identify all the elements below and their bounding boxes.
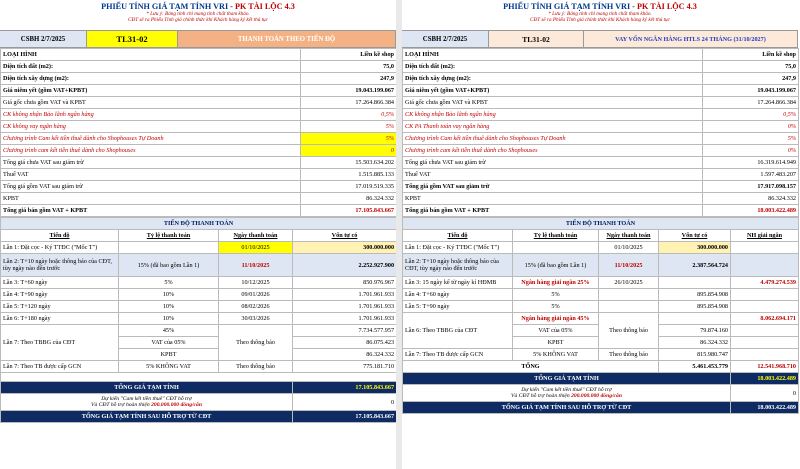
table-row (403, 349, 799, 361)
note-official: CĐT sẽ ra Phiếu Tính giá chính thức khi Khách hàng ký kết thủ tục (530, 17, 670, 23)
sum-own-capital: 5.461.453.779 (659, 361, 731, 373)
price-label: Chương trình cam kết tiền thuê dành cho Shophouses (403, 145, 703, 157)
stage-rate: VAT của 05% (513, 325, 599, 337)
stage-date: 11/10/2025 (599, 254, 659, 277)
stage-label: Lần 6: T+180 ngày (1, 313, 119, 325)
stage-label: Lần 3: T+60 ngày (1, 277, 119, 289)
price-row (1, 157, 397, 169)
table-row (1, 301, 397, 313)
price-row (403, 61, 799, 73)
stage-label: Lần 4: T+90 ngày (1, 289, 119, 301)
title-main: PHIẾU TÍNH GIÁ TẠM TÍNH VRI - (101, 2, 235, 11)
sheet-title (402, 0, 798, 11)
final-row (403, 402, 799, 414)
support-note (403, 385, 731, 402)
col-rate: Tỷ lệ thanh toán (513, 230, 599, 242)
sheet-title (0, 0, 396, 11)
price-table (402, 48, 799, 217)
sheet-bank-loan (402, 0, 798, 469)
sheet-header (402, 0, 798, 31)
price-label: Diện tích xây dựng (m2): (1, 73, 301, 85)
stage-amount: 86.324.332 (659, 337, 731, 349)
stage-label: Lần 7: Theo TB được cấp GCN (1, 361, 119, 373)
stage-amount (659, 277, 731, 289)
stage-date: 30/03/2026 (219, 313, 293, 325)
col-date: Ngày thanh toán (219, 230, 293, 242)
stage-date (599, 301, 659, 313)
stage-rate: Ngân hàng giải ngân 45% (513, 313, 599, 325)
stage-amount: 775.181.710 (293, 361, 397, 373)
stage-amount: 815.980.747 (659, 349, 731, 361)
sum-label: TỔNG (403, 361, 659, 373)
stage-rate: 5% KHÔNG VAT (119, 361, 219, 373)
price-value: 18.003.422.489 (703, 205, 799, 217)
schedule-header (403, 230, 799, 242)
price-value: 17.264.866.384 (703, 97, 799, 109)
final-row (1, 411, 397, 423)
total-row (403, 373, 799, 385)
price-value: 0,5% (301, 109, 397, 121)
price-value: 17.019.519.335 (301, 181, 397, 193)
price-row (403, 133, 799, 145)
stage-label: Lần 2: T+10 ngày hoặc thông báo của CĐT, tùy ngày nào đến trước (403, 254, 513, 277)
price-value: 1.597.483.207 (703, 169, 799, 181)
price-value: 86.324.332 (301, 193, 397, 205)
stage-date: 08/02/2026 (219, 301, 293, 313)
final-label: TỔNG GIÁ TẠM TÍNH SAU HỖ TRỢ TỪ CĐT (403, 402, 731, 414)
price-label: Giá gốc chưa gồm VAT và KPBT (1, 97, 301, 109)
stage-date: 01/10/2025 (599, 242, 659, 254)
price-row (403, 157, 799, 169)
stage-date: 11/10/2025 (219, 254, 293, 277)
stage-rate (119, 242, 219, 254)
price-value: 247,9 (301, 73, 397, 85)
table-row (403, 277, 799, 289)
price-row (403, 49, 799, 61)
stage-label: Lần 7: Theo TBBG của CĐT (1, 325, 119, 361)
stage-amount: 895.854.908 (659, 289, 731, 301)
stage-amount: 850.976.967 (293, 277, 397, 289)
stage-amount: 7.734.577.957 (293, 325, 397, 337)
price-value: 86.324.332 (703, 193, 799, 205)
spacer-row (1, 373, 397, 382)
stage-amount: 2.252.927.900 (293, 254, 397, 277)
stage-label: Lần 3: 15 ngày kể từ ngày kí HĐMB (403, 277, 513, 289)
price-value: 5% (301, 121, 397, 133)
price-label: Tổng giá bán gồm VAT + KPBT (403, 205, 703, 217)
price-row (403, 181, 799, 193)
table-row (1, 361, 397, 373)
price-value: 16.319.614.949 (703, 157, 799, 169)
table-row (403, 289, 799, 301)
price-value: 19.043.199.067 (703, 85, 799, 97)
price-label: Thuế VAT (403, 169, 703, 181)
price-label: Giá gốc chưa gồm VAT và KPBT (403, 97, 703, 109)
stage-date: Theo thông báo (599, 313, 659, 349)
stage-rate: 15% (đã bao gồm Lần 1) (119, 254, 219, 277)
stage-label: Lần 5: T+90 ngày (403, 301, 513, 313)
stage-amount: 2.387.564.724 (659, 254, 731, 277)
price-value: 75,0 (301, 61, 397, 73)
price-row (403, 109, 799, 121)
price-label: LOẠI HÌNH (403, 49, 703, 61)
price-value: 17.105.843.667 (301, 205, 397, 217)
price-label: Giá niêm yết (gồm VAT+KPBT) (403, 85, 703, 97)
title-project: PK TÀI LỘC 4.3 (636, 2, 697, 11)
price-label: Giá niêm yết (gồm VAT+KPBT) (1, 85, 301, 97)
support-value: 0 (731, 385, 799, 402)
stage-rate: 5% (119, 277, 219, 289)
price-value: 0% (703, 121, 799, 133)
stage-label: Lần 1: Đặt cọc - Ký TTĐC ("Mốc T") (403, 242, 513, 254)
col-rate: Tỷ lệ thanh toán (119, 230, 219, 242)
stage-bank (731, 325, 799, 337)
stage-amount: 300.000.000 (293, 242, 397, 254)
price-row (403, 85, 799, 97)
info-bar (0, 31, 396, 48)
stage-label: Lần 1: Đặt cọc - Ký TTĐC ("Mốc T") (1, 242, 119, 254)
stage-label: Lần 7: Theo TB được cấp GCN (403, 349, 513, 361)
stage-label: Lần 2: T+10 ngày hoặc thông báo của CĐT, tùy ngày nào đến trước (1, 254, 119, 277)
price-row (1, 181, 397, 193)
table-row (1, 313, 397, 325)
final-value: 18.003.422.489 (731, 402, 799, 414)
price-row (1, 145, 397, 157)
price-row (1, 133, 397, 145)
schedule-table (0, 217, 397, 423)
price-value: 15.503.634.202 (301, 157, 397, 169)
support-row (1, 394, 397, 411)
price-label: CK không nhận Bảo lãnh ngân hàng (403, 109, 703, 121)
table-row (1, 289, 397, 301)
stage-rate: 10% (119, 289, 219, 301)
price-label: Diện tích xây dựng (m2): (403, 73, 703, 85)
stage-date (599, 289, 659, 301)
table-row (1, 325, 397, 337)
price-row (403, 73, 799, 85)
price-value: 75,0 (703, 61, 799, 73)
price-label: Tổng giá gồm VAT sau giảm trừ (1, 181, 301, 193)
price-label: CK không vay ngân hàng (1, 121, 301, 133)
stage-bank (731, 301, 799, 313)
price-value: 17.264.866.384 (301, 97, 397, 109)
stage-rate: VAT của 05% (119, 337, 219, 349)
stage-rate: Ngân hàng giải ngân 25% (513, 277, 599, 289)
price-value: 19.043.199.067 (301, 85, 397, 97)
sheet-header (0, 0, 396, 31)
price-row (1, 121, 397, 133)
stage-amount: 79.874.160 (659, 325, 731, 337)
price-row (1, 73, 397, 85)
stage-rate: 45% (119, 325, 219, 337)
note-reference: * Lưu ý: Bảng tính chỉ mang tính chất tham khảo. (146, 11, 250, 17)
stage-date: Theo thông báo (219, 361, 293, 373)
stage-date: 01/10/2025 (219, 242, 293, 254)
support-row (403, 385, 799, 402)
note-reference: * Lưu ý: Bảng tính chỉ mang tính chất tham khảo. (548, 11, 652, 17)
price-label: Tổng giá gồm VAT sau giảm trừ (403, 181, 703, 193)
price-label: Diện tích đất (m2): (1, 61, 301, 73)
price-row (1, 97, 397, 109)
price-row (1, 169, 397, 181)
support-value: 0 (293, 394, 397, 411)
total-label: TỔNG GIÁ TẠM TÍNH (1, 382, 293, 394)
stage-amount: 1.701.961.933 (293, 289, 397, 301)
table-row (403, 313, 799, 325)
note-official: CĐT sẽ ra Phiếu Tính giá chính thức khi Khách hàng ký kết thủ tục (128, 17, 268, 23)
stage-rate: 15% (đã bao gồm Lần 1) (513, 254, 599, 277)
price-row (403, 145, 799, 157)
table-row (403, 254, 799, 277)
price-value: 0,5% (703, 109, 799, 121)
total-value: 17.105.843.667 (293, 382, 397, 394)
price-value: Liền kề shop (301, 49, 397, 61)
final-value: 17.105.843.667 (293, 411, 397, 423)
price-row (1, 85, 397, 97)
price-label: KPBT (1, 193, 301, 205)
price-value: 0 (301, 145, 397, 157)
col-bank-disbursement: NH giải ngân (731, 230, 799, 242)
stage-amount: 300.000.000 (659, 242, 731, 254)
table-row (403, 301, 799, 313)
info-bar (402, 31, 798, 48)
price-value: 1.515.885.133 (301, 169, 397, 181)
price-row (1, 205, 397, 217)
unit-code: TL31-02 (87, 31, 178, 47)
stage-date: 26/10/2025 (599, 277, 659, 289)
support-amount: 200.000.000 đồng/căn (571, 393, 622, 399)
price-label: CK PA Thanh toán vay ngân hàng (403, 121, 703, 133)
price-value: Liền kề shop (703, 49, 799, 61)
stage-rate: 10% (119, 301, 219, 313)
col-own-capital: Vốn tự có (293, 230, 397, 242)
unit-code: TL31-02 (489, 31, 584, 47)
price-label: CK không nhận Bảo lãnh ngân hàng (1, 109, 301, 121)
final-label: TỔNG GIÁ TẠM TÍNH SAU HỖ TRỢ TỪ CĐT (1, 411, 293, 423)
price-label: Tổng giá chưa VAT sau giảm trừ (403, 157, 703, 169)
stage-amount: 895.854.908 (659, 301, 731, 313)
col-stage: Tiến độ (403, 230, 513, 242)
sum-row (403, 361, 799, 373)
price-label: Chương trình cam kết tiền thuê dành cho Shophouses (1, 145, 301, 157)
price-row (1, 61, 397, 73)
stage-bank (731, 242, 799, 254)
table-row (1, 254, 397, 277)
stage-bank: 8.062.694.171 (731, 313, 799, 325)
schedule-table (402, 217, 799, 414)
price-label: Chương trình Cam kết tiền thuê dành cho Shophouses Tự Doanh (1, 133, 301, 145)
stage-label: Lần 5: T+120 ngày (1, 301, 119, 313)
price-row (1, 193, 397, 205)
price-row (1, 109, 397, 121)
table-row (1, 277, 397, 289)
stage-rate: 5% (513, 289, 599, 301)
price-label: Thuế VAT (1, 169, 301, 181)
total-value: 18.003.422.489 (731, 373, 799, 385)
stage-rate: KPBT (513, 337, 599, 349)
sheet-progress-payment (0, 0, 396, 469)
total-row (1, 382, 397, 394)
price-value: 0% (703, 145, 799, 157)
price-table (0, 48, 397, 217)
price-label: Tổng giá chưa VAT sau giảm trừ (1, 157, 301, 169)
title-project: PK TÀI LỘC 4.3 (234, 2, 295, 11)
price-label: Tổng giá bán gồm VAT + KPBT (1, 205, 301, 217)
schedule-title: TIẾN ĐỘ THANH TOÁN (1, 218, 397, 230)
col-date: Ngày thanh toán (599, 230, 659, 242)
col-own-capital: Vốn tự có (659, 230, 731, 242)
stage-rate: 10% (119, 313, 219, 325)
price-label: Chương trình Cam kết tiền thuê dành cho Shophouses Tự Doanh (403, 133, 703, 145)
stage-bank (731, 337, 799, 349)
price-value: 5% (703, 133, 799, 145)
table-row (1, 242, 397, 254)
sum-bank: 12.541.968.710 (731, 361, 799, 373)
support-line-2: Và CĐT hỗ trợ hoàn thiện (511, 393, 572, 399)
support-note (1, 394, 293, 411)
stage-label: Lần 4: T+60 ngày (403, 289, 513, 301)
stage-amount: 1.701.961.933 (293, 301, 397, 313)
stage-rate (513, 242, 599, 254)
price-label: Diện tích đất (m2): (403, 61, 703, 73)
total-label: TỔNG GIÁ TẠM TÍNH (403, 373, 731, 385)
stage-bank: 4.479.274.539 (731, 277, 799, 289)
price-value: 17.917.098.157 (703, 181, 799, 193)
stage-label: Lần 6: Theo TBBG của CĐT (403, 313, 513, 349)
price-label: LOẠI HÌNH (1, 49, 301, 61)
stage-date: 10/12/2025 (219, 277, 293, 289)
stage-rate: KPBT (119, 349, 219, 361)
stage-date: Theo thông báo (599, 349, 659, 361)
stage-bank (731, 289, 799, 301)
stage-date: Theo thông báo (219, 325, 293, 361)
price-value: 247,9 (703, 73, 799, 85)
schedule-header (1, 230, 397, 242)
stage-rate: 5% KHÔNG VAT (513, 349, 599, 361)
price-row (403, 205, 799, 217)
policy-date: CSBH 2/7/2025 (0, 31, 87, 47)
col-stage: Tiến độ (1, 230, 119, 242)
price-row (403, 121, 799, 133)
stage-amount (659, 313, 731, 325)
stage-amount: 86.075.423 (293, 337, 397, 349)
table-row (403, 242, 799, 254)
payment-mode: THANH TOÁN THEO TIẾN ĐỘ (178, 31, 396, 47)
price-row (403, 97, 799, 109)
stage-rate: 5% (513, 301, 599, 313)
price-row (403, 193, 799, 205)
support-amount: 200.000.000 đồng/căn (151, 402, 202, 408)
schedule-title: TIẾN ĐỘ THANH TOÁN (403, 218, 799, 230)
stage-date: 09/01/2026 (219, 289, 293, 301)
stage-bank (731, 254, 799, 277)
title-main: PHIẾU TÍNH GIÁ TẠM TÍNH VRI - (503, 2, 637, 11)
support-line-1: Dự kiến "Cam kết tiền thuê" CĐT hỗ trợ (521, 387, 612, 393)
price-row (403, 169, 799, 181)
price-row (1, 49, 397, 61)
support-line-2: Và CĐT hỗ trợ hoàn thiện (91, 402, 152, 408)
policy-date: CSBH 2/7/2025 (402, 31, 489, 47)
stage-amount: 86.324.332 (293, 349, 397, 361)
stage-amount: 1.701.961.933 (293, 313, 397, 325)
price-value: 5% (301, 133, 397, 145)
payment-mode: VAY VỐN NGÂN HÀNG HTLS 24 THÁNG (31/10/2027) (584, 31, 798, 47)
support-line-1: Dự kiến "Cam kết tiền thuê" CĐT hỗ trợ (101, 396, 192, 402)
price-label: KPBT (403, 193, 703, 205)
